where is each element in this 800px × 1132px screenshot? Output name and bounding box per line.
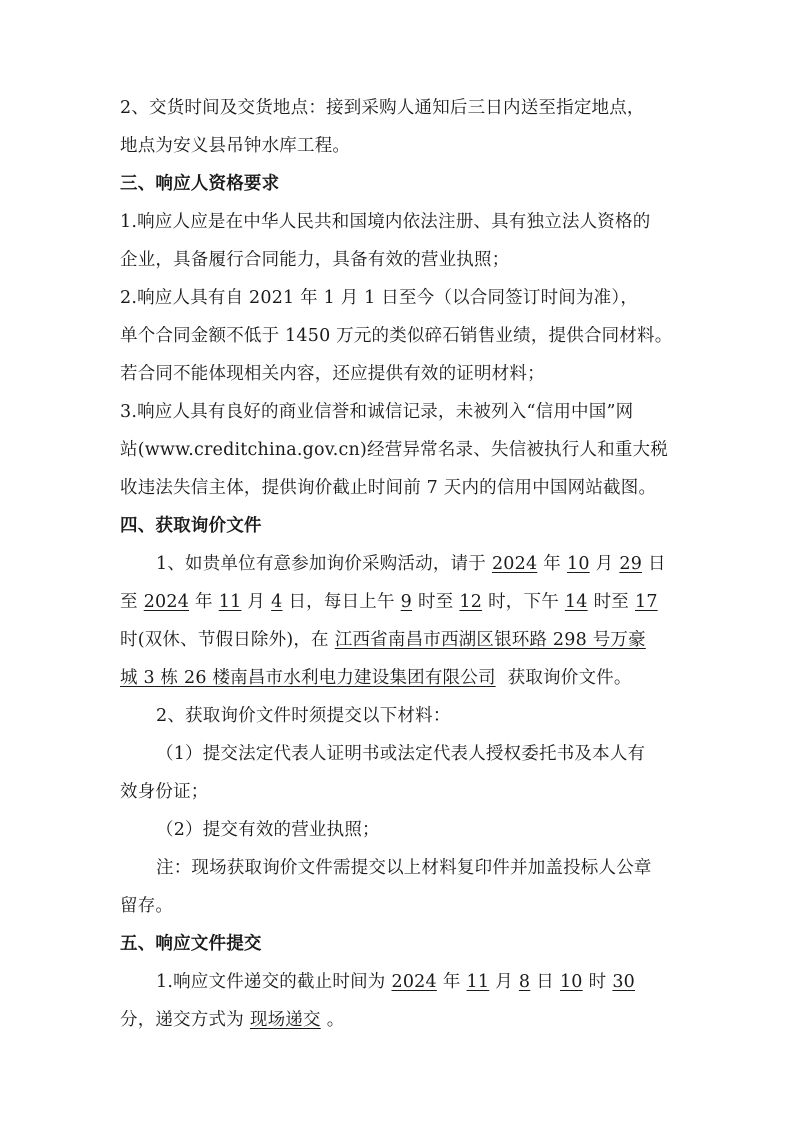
morning-start-hour: 9 bbox=[400, 592, 413, 612]
start-year: 2024 bbox=[491, 554, 538, 574]
note-line-2: 留存。 bbox=[120, 896, 174, 916]
label-year: 年 bbox=[543, 554, 561, 574]
label-hour-to-2: 时至 bbox=[593, 592, 629, 612]
label-submission-method: 分，递交方式为 bbox=[120, 1010, 244, 1030]
label-hour-to: 时至 bbox=[418, 592, 454, 612]
afternoon-end-hour: 17 bbox=[634, 592, 658, 612]
label-month: 月 bbox=[595, 554, 614, 574]
label-day: 日 bbox=[648, 554, 666, 574]
qualification-1-line-2: 企业，具备履行合同能力，具备有效的营业执照； bbox=[120, 250, 510, 270]
label-obtain: 获取询价文件。 bbox=[507, 668, 632, 688]
section-5-heading: 五、响应文件提交 bbox=[120, 934, 262, 954]
label-year-2: 年 bbox=[195, 592, 213, 612]
acquisition-location-line-2 bbox=[120, 666, 632, 690]
delivery-line-1: 2、交货时间及交货地点：接到采购人通知后三日内送至指定地点， bbox=[120, 98, 645, 118]
deadline-year: 2024 bbox=[391, 972, 437, 992]
end-year: 2024 bbox=[143, 592, 190, 612]
qualification-3-line-2: 站(www.creditchina.gov.cn)经营异常名录、失信被执行人和重大税 bbox=[120, 440, 668, 460]
section-3-heading: 三、响应人资格要求 bbox=[120, 174, 280, 194]
label-deadline-day: 日 bbox=[536, 972, 554, 992]
label-to: 至 bbox=[120, 592, 138, 612]
materials-intro: 2、获取询价文件时须提交以下材料： bbox=[156, 706, 451, 726]
qualification-3-line-1: 3.响应人具有良好的商业信誉和诚信记录，未被列入“信用中国”网 bbox=[120, 402, 634, 422]
acquisition-address-1: 江西省南昌市西湖区银环路 298 号万豪 bbox=[334, 630, 646, 650]
qualification-2-line-3: 若合同不能体现相关内容，还应提供有效的证明材料； bbox=[120, 364, 545, 384]
qualification-3-line-3: 收违法失信主体，提供询价截止时间前 7 天内的信用中国网站截图。 bbox=[120, 478, 657, 498]
start-day: 29 bbox=[619, 554, 643, 574]
acquisition-address-2: 城 3 栋 26 楼南昌市水利电力建设集团有限公司 bbox=[120, 668, 496, 688]
period: 。 bbox=[326, 1010, 345, 1030]
deadline-month: 11 bbox=[466, 972, 490, 992]
deadline-day: 8 bbox=[518, 972, 531, 992]
end-day: 4 bbox=[271, 592, 283, 612]
morning-end-hour: 12 bbox=[459, 592, 483, 612]
material-1-line-2: 效身份证； bbox=[120, 782, 209, 802]
qualification-2-line-1: 2.响应人具有自 2021 年 1 月 1 日至今（以合同签订时间为准）， bbox=[120, 288, 639, 308]
material-2: （2）提交有效的营业执照； bbox=[156, 820, 380, 840]
label-afternoon: 时，下午 bbox=[488, 592, 559, 612]
label-holidays: 时(双休、节假日除外)，在 bbox=[120, 630, 329, 650]
section-4-heading: 四、获取询价文件 bbox=[120, 516, 262, 536]
submission-method: 现场递交 bbox=[249, 1010, 321, 1030]
end-month: 11 bbox=[218, 592, 242, 612]
label-deadline-year: 年 bbox=[442, 972, 461, 992]
qualification-1-line-1: 1.响应人应是在中华人民共和国境内依法注册、具有独立法人资格的 bbox=[120, 212, 651, 232]
start-month: 10 bbox=[566, 554, 590, 574]
acquisition-period-line-2 bbox=[120, 590, 664, 614]
qualification-2-line-2: 单个合同金额不低于 1450 万元的类似碎石销售业绩，提供合同材料。 bbox=[120, 326, 673, 346]
label-deadline-month: 月 bbox=[495, 972, 513, 992]
deadline-minute: 30 bbox=[612, 972, 636, 992]
afternoon-start-hour: 14 bbox=[564, 592, 588, 612]
label-morning: 日，每日上午 bbox=[288, 592, 395, 612]
label-month-2: 月 bbox=[247, 592, 266, 612]
deadline-intro: 1.响应文件递交的截止时间为 bbox=[156, 972, 386, 992]
label-deadline-hour: 时 bbox=[588, 972, 607, 992]
deadline-hour: 10 bbox=[559, 972, 583, 992]
acquisition-intro: 1、如贵单位有意参加询价采购活动，请于 bbox=[156, 554, 486, 574]
deadline-line-2 bbox=[120, 1008, 344, 1032]
deadline-line-1 bbox=[156, 970, 635, 994]
acquisition-location-line-1 bbox=[120, 628, 646, 652]
delivery-line-2: 地点为安义县吊钟水库工程。 bbox=[120, 136, 351, 156]
note-line-1: 注：现场获取询价文件需提交以上材料复印件并加盖投标人公章 bbox=[156, 858, 652, 878]
acquisition-period-line-1 bbox=[156, 552, 666, 576]
material-1-line-1: （1）提交法定代表人证明书或法定代表人授权委托书及本人有 bbox=[156, 744, 646, 764]
